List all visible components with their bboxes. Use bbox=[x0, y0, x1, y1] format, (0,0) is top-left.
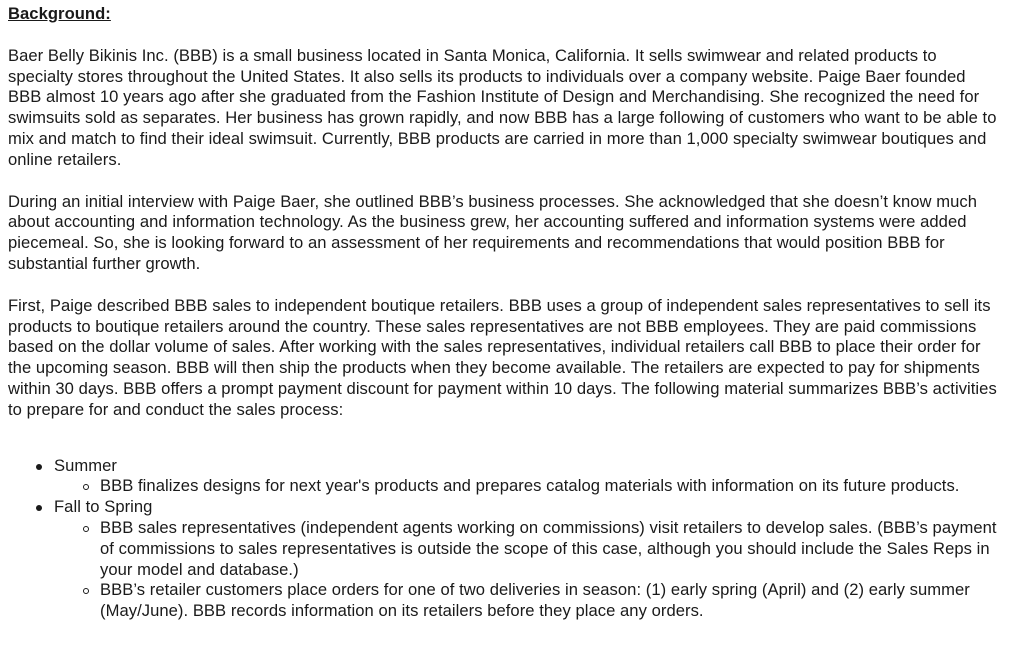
hollow-bullet-icon bbox=[83, 526, 89, 532]
section-heading: Background: bbox=[8, 4, 111, 23]
activity-list bbox=[8, 456, 998, 622]
sub-list-item-text: BBB sales representatives (independent agents working on commissions) visit retailers to develop sales. (BBB’s payment of commissions to sales representatives is outside the scope of this case, although you should include the Sales Reps in your model and database.) bbox=[100, 517, 997, 579]
hollow-bullet-icon bbox=[83, 484, 89, 490]
sub-list-item-text: BBB finalizes designs for next year's products and prepares catalog materials with information on its future products. bbox=[100, 476, 960, 496]
bullet-icon bbox=[36, 464, 42, 470]
sub-list-item-text: BBB’s retailer customers place orders for one of two deliveries in season: (1) early spring (April) and (2) early summer (May/June). BBB records information on its retailers before they place any orders. bbox=[100, 580, 970, 621]
hollow-bullet-icon bbox=[83, 588, 89, 594]
spacer bbox=[8, 421, 998, 442]
sub-list-item bbox=[100, 518, 998, 580]
list-item-fall-to-spring bbox=[54, 497, 998, 622]
sub-list-item bbox=[100, 476, 998, 497]
paragraph-sales-process: First, Paige described BBB sales to independent boutique retailers. BBB uses a group of independent sales representatives to sell its products to boutique retailers around the country. These sales representatives are not BBB employees. They are paid commissions based on the dollar volume of sales. After working with the sales representatives, individual retailers call BBB to place their order for the upcoming season. BBB will then ship the products when they become available. The retailers are expected to pay for shipments within 30 days. BBB offers a prompt payment discount for payment within 10 days. The following material summarizes BBB’s activities to prepare for and conduct the sales process: bbox=[8, 295, 997, 419]
paragraph-initial-interview: During an initial interview with Paige Baer, she outlined BBB’s business processes. She acknowledged that she doesn’t know much about accounting and information technology. As the business grew, her accounting suffered and information systems were added piecemeal. So, she is looking forward to an assessment of her requirements and recommendations that would position BBB for substantial further growth. bbox=[8, 191, 978, 273]
bullet-icon bbox=[36, 505, 42, 511]
sub-list bbox=[54, 518, 998, 622]
document-body bbox=[8, 4, 998, 622]
list-item-label: Fall to Spring bbox=[54, 497, 153, 517]
list-item-label: Summer bbox=[54, 455, 117, 475]
paragraph-company-background: Baer Belly Bikinis Inc. (BBB) is a small business located in Santa Monica, California. It sells swimwear and related products to specialty stores throughout the United States. It also sells its products to individuals over a company website. Paige Baer founded BBB almost 10 years ago after she graduated from the Fashion Institute of Design and Merchandising. She recognized the need for swimsuits sold as separates. Her business has grown rapidly, and now BBB has a large following of customers who want to be able to mix and match to find their ideal swimsuit. Currently, BBB products are carried in more than 1,000 specialty swimwear boutiques and online retailers. bbox=[8, 45, 997, 169]
sub-list bbox=[54, 476, 998, 497]
sub-list-item bbox=[100, 580, 998, 622]
list-item-summer bbox=[54, 456, 998, 498]
spacer bbox=[8, 442, 998, 456]
